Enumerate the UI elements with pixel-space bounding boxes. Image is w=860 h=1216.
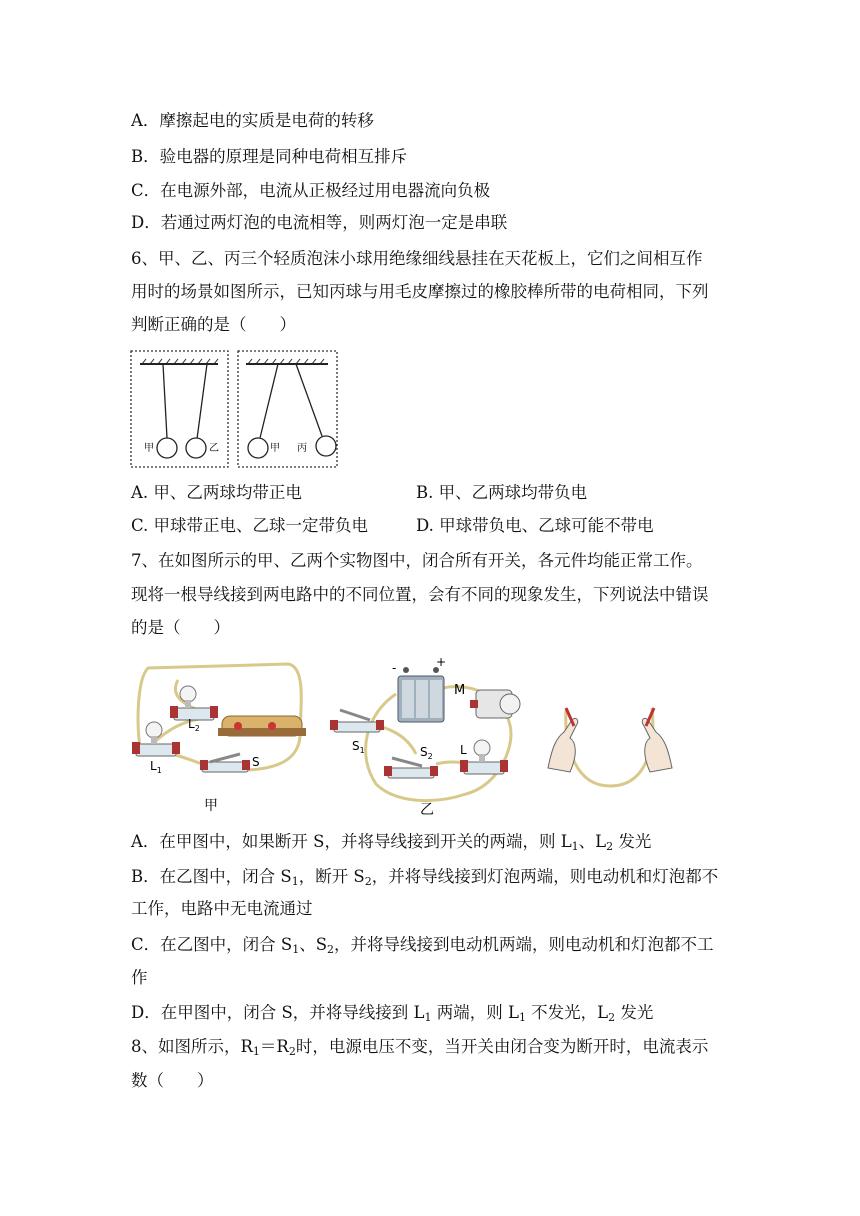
q7-figure-jia: [128, 658, 308, 818]
q7-jia-s-label: S: [252, 755, 260, 769]
svg-text:L1: [150, 759, 162, 775]
hand-right-icon: [642, 708, 672, 772]
q7-yi-l-label: L: [460, 743, 467, 757]
q6-ball-left-2: [186, 438, 206, 458]
q6-option-a: A. 甲、乙两球均带正电: [131, 483, 302, 502]
q8-stem-line-1: 8、如图所示，$R_1=R_2$时，电源电压不变，当开关由闭合变为断开时，电流表示: [131, 1037, 709, 1058]
q6-stem-line-3: 判断正确的是（ ）: [131, 315, 296, 334]
q6-label-right-1: 甲: [270, 443, 280, 454]
q7-option-b-continued: 工作，电路中无电流通过: [131, 899, 313, 918]
q8-stem-line-2: 数（ ）: [131, 1071, 214, 1090]
q7-yi-switch-s2: [384, 758, 438, 778]
q7-jia-l1-sub: 1: [156, 766, 162, 775]
q5-option-c: C．在电源外部，电流从正极经过用电器流向负极: [131, 181, 491, 200]
svg-text:S1: [352, 739, 365, 755]
q7-option-d: D．在甲图中，闭合 S，并将导线接到 $L_1$ 两端，则 $L_1$ 不发光，$L_2$ 发光: [131, 1003, 654, 1024]
q7-yi-s2-sub: 2: [427, 752, 433, 761]
q5-option-a: A．摩擦起电的实质是电荷的转移: [131, 111, 374, 130]
q6-label-left-2: 乙: [209, 443, 219, 454]
q7-stem-line-2: 现将一根导线接到两电路中的不同位置，会有不同的现象发生，下列说法中错误: [131, 585, 709, 604]
q7-jia-l2-sub: 2: [194, 724, 200, 733]
q7-jia-l1-label: L: [150, 759, 157, 773]
q6-figure: [130, 350, 340, 470]
q7-option-c-continued: 作: [131, 968, 148, 987]
q7-jia-caption: 甲: [204, 798, 218, 814]
q6-stem-line-1: 6、甲、乙、丙三个轻质泡沫小球用绝缘细线悬挂在天花板上，它们之间相互作: [131, 249, 703, 268]
q7-yi-motor: [470, 690, 520, 718]
q7-yi-bulb-l: [460, 740, 508, 774]
q7-yi-plus: +: [436, 655, 447, 669]
q7-yi-s1-label: S: [352, 739, 360, 753]
q6-option-d: D. 甲球带负电、乙球可能不带电: [416, 516, 654, 535]
q7-yi-caption: 乙: [420, 802, 434, 818]
hand-left-icon: [548, 708, 578, 772]
q7-yi-s1-sub: 1: [359, 746, 365, 755]
q7-stem-line-3: 的是（ ）: [131, 618, 230, 637]
q6-stem-line-2: 用时的场景如图所示，已知丙球与用毛皮摩擦过的橡胶棒所带的电荷相同，下列: [131, 282, 709, 301]
svg-text:S2: [420, 745, 433, 761]
q6-option-b: B. 甲、乙两球均带负电: [416, 483, 588, 502]
q7-yi-minus: -: [392, 661, 397, 675]
q7-jia-l2-label: L: [188, 717, 195, 731]
q7-option-c: C．在乙图中，闭合 $S_1$、$S_2$，并将导线接到电动机两端，则电动机和灯泡都不工: [131, 935, 714, 956]
q5-option-d: D．若通过两灯泡的电流相等，则两灯泡一定是串联: [131, 213, 508, 232]
q6-label-right-2: 丙: [297, 443, 307, 454]
q7-option-b: B．在乙图中，闭合 $S_1$，断开 $S_2$，并将导线接到灯泡两端，则电动机和灯泡都不: [131, 867, 719, 888]
q7-option-a: A．在甲图中，如果断开 S，并将导线接到开关的两端，则 $L_1$、$L_2$ 发光: [131, 832, 652, 853]
q6-ball-right-2: [316, 436, 336, 456]
q6-left-panel: [131, 351, 228, 467]
q7-yi-battery-pack: [398, 667, 444, 722]
q7-jia-switch: [200, 754, 250, 772]
q6-option-c: C. 甲球带正电、乙球一定带负电: [131, 516, 369, 535]
q7-figure-yi: [326, 654, 526, 824]
q7-stem-line-1: 7、在如图所示的甲、乙两个实物图中，闭合所有开关，各元件均能正常工作。: [131, 551, 703, 570]
q6-ball-left-1: [157, 438, 177, 458]
q7-jia-bulb-l2: [170, 686, 218, 720]
q6-right-panel: [238, 351, 337, 467]
q6-label-left-1: 甲: [144, 443, 154, 454]
q7-figure-wire-hands: [546, 668, 676, 808]
q5-option-b: B．验电器的原理是同种电荷相互排斥: [131, 147, 408, 166]
q7-jia-battery: [218, 716, 306, 736]
q7-yi-s2-label: S: [420, 745, 428, 759]
q7-yi-m-label: M: [454, 683, 466, 698]
q6-ball-right-1: [248, 438, 268, 458]
